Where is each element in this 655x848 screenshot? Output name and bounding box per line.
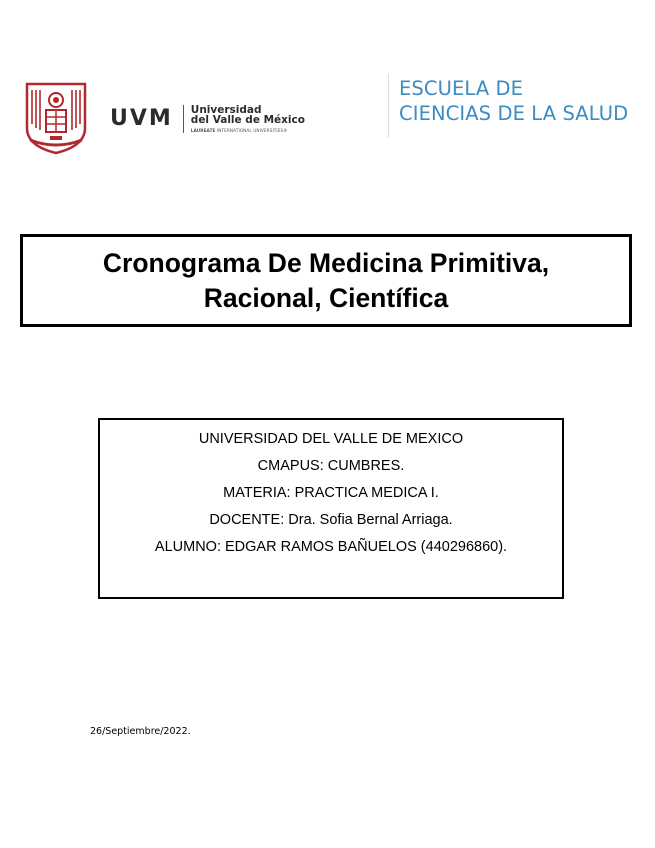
subject-line: MATERIA: PRACTICA MEDICA I. (223, 485, 439, 501)
uvm-name-line2: del Valle de México (190, 114, 305, 127)
university-crest-icon (24, 80, 88, 156)
student-line: ALUMNO: EDGAR RAMOS BAÑUELOS (440296860). (154, 539, 508, 555)
campus-line: CMAPUS: CUMBRES. (257, 458, 405, 474)
uvm-logo (110, 103, 305, 135)
title-line2: Racional, Científica (203, 282, 449, 313)
university-line: UNIVERSIDAD DEL VALLE DE MEXICO (198, 431, 464, 447)
school-logo (399, 76, 628, 126)
document-date: 26/Septiembre/2022. (90, 726, 191, 737)
title-box (20, 234, 632, 327)
uvm-tagline-rest: INTERNATIONAL UNIVERSITIES® (215, 127, 288, 133)
school-logo-line1: ESCUELA DE (399, 77, 524, 100)
uvm-name (191, 105, 305, 133)
info-lines (100, 426, 562, 561)
school-logo-line2: CIENCIAS DE LA SALUD (399, 102, 629, 125)
logo-divider (183, 105, 184, 133)
uvm-name-line1: Universidad (190, 103, 262, 116)
title-line1: Cronograma De Medicina Primitiva, (102, 247, 550, 278)
teacher-line: DOCENTE: Dra. Sofia Bernal Arriaga. (209, 512, 453, 528)
uvm-tagline (191, 129, 305, 133)
info-box (98, 418, 564, 599)
uvm-wordmark: UVM (110, 106, 173, 131)
school-logo-separator (388, 74, 389, 138)
uvm-tagline-bold: LAUREATE (190, 127, 216, 133)
